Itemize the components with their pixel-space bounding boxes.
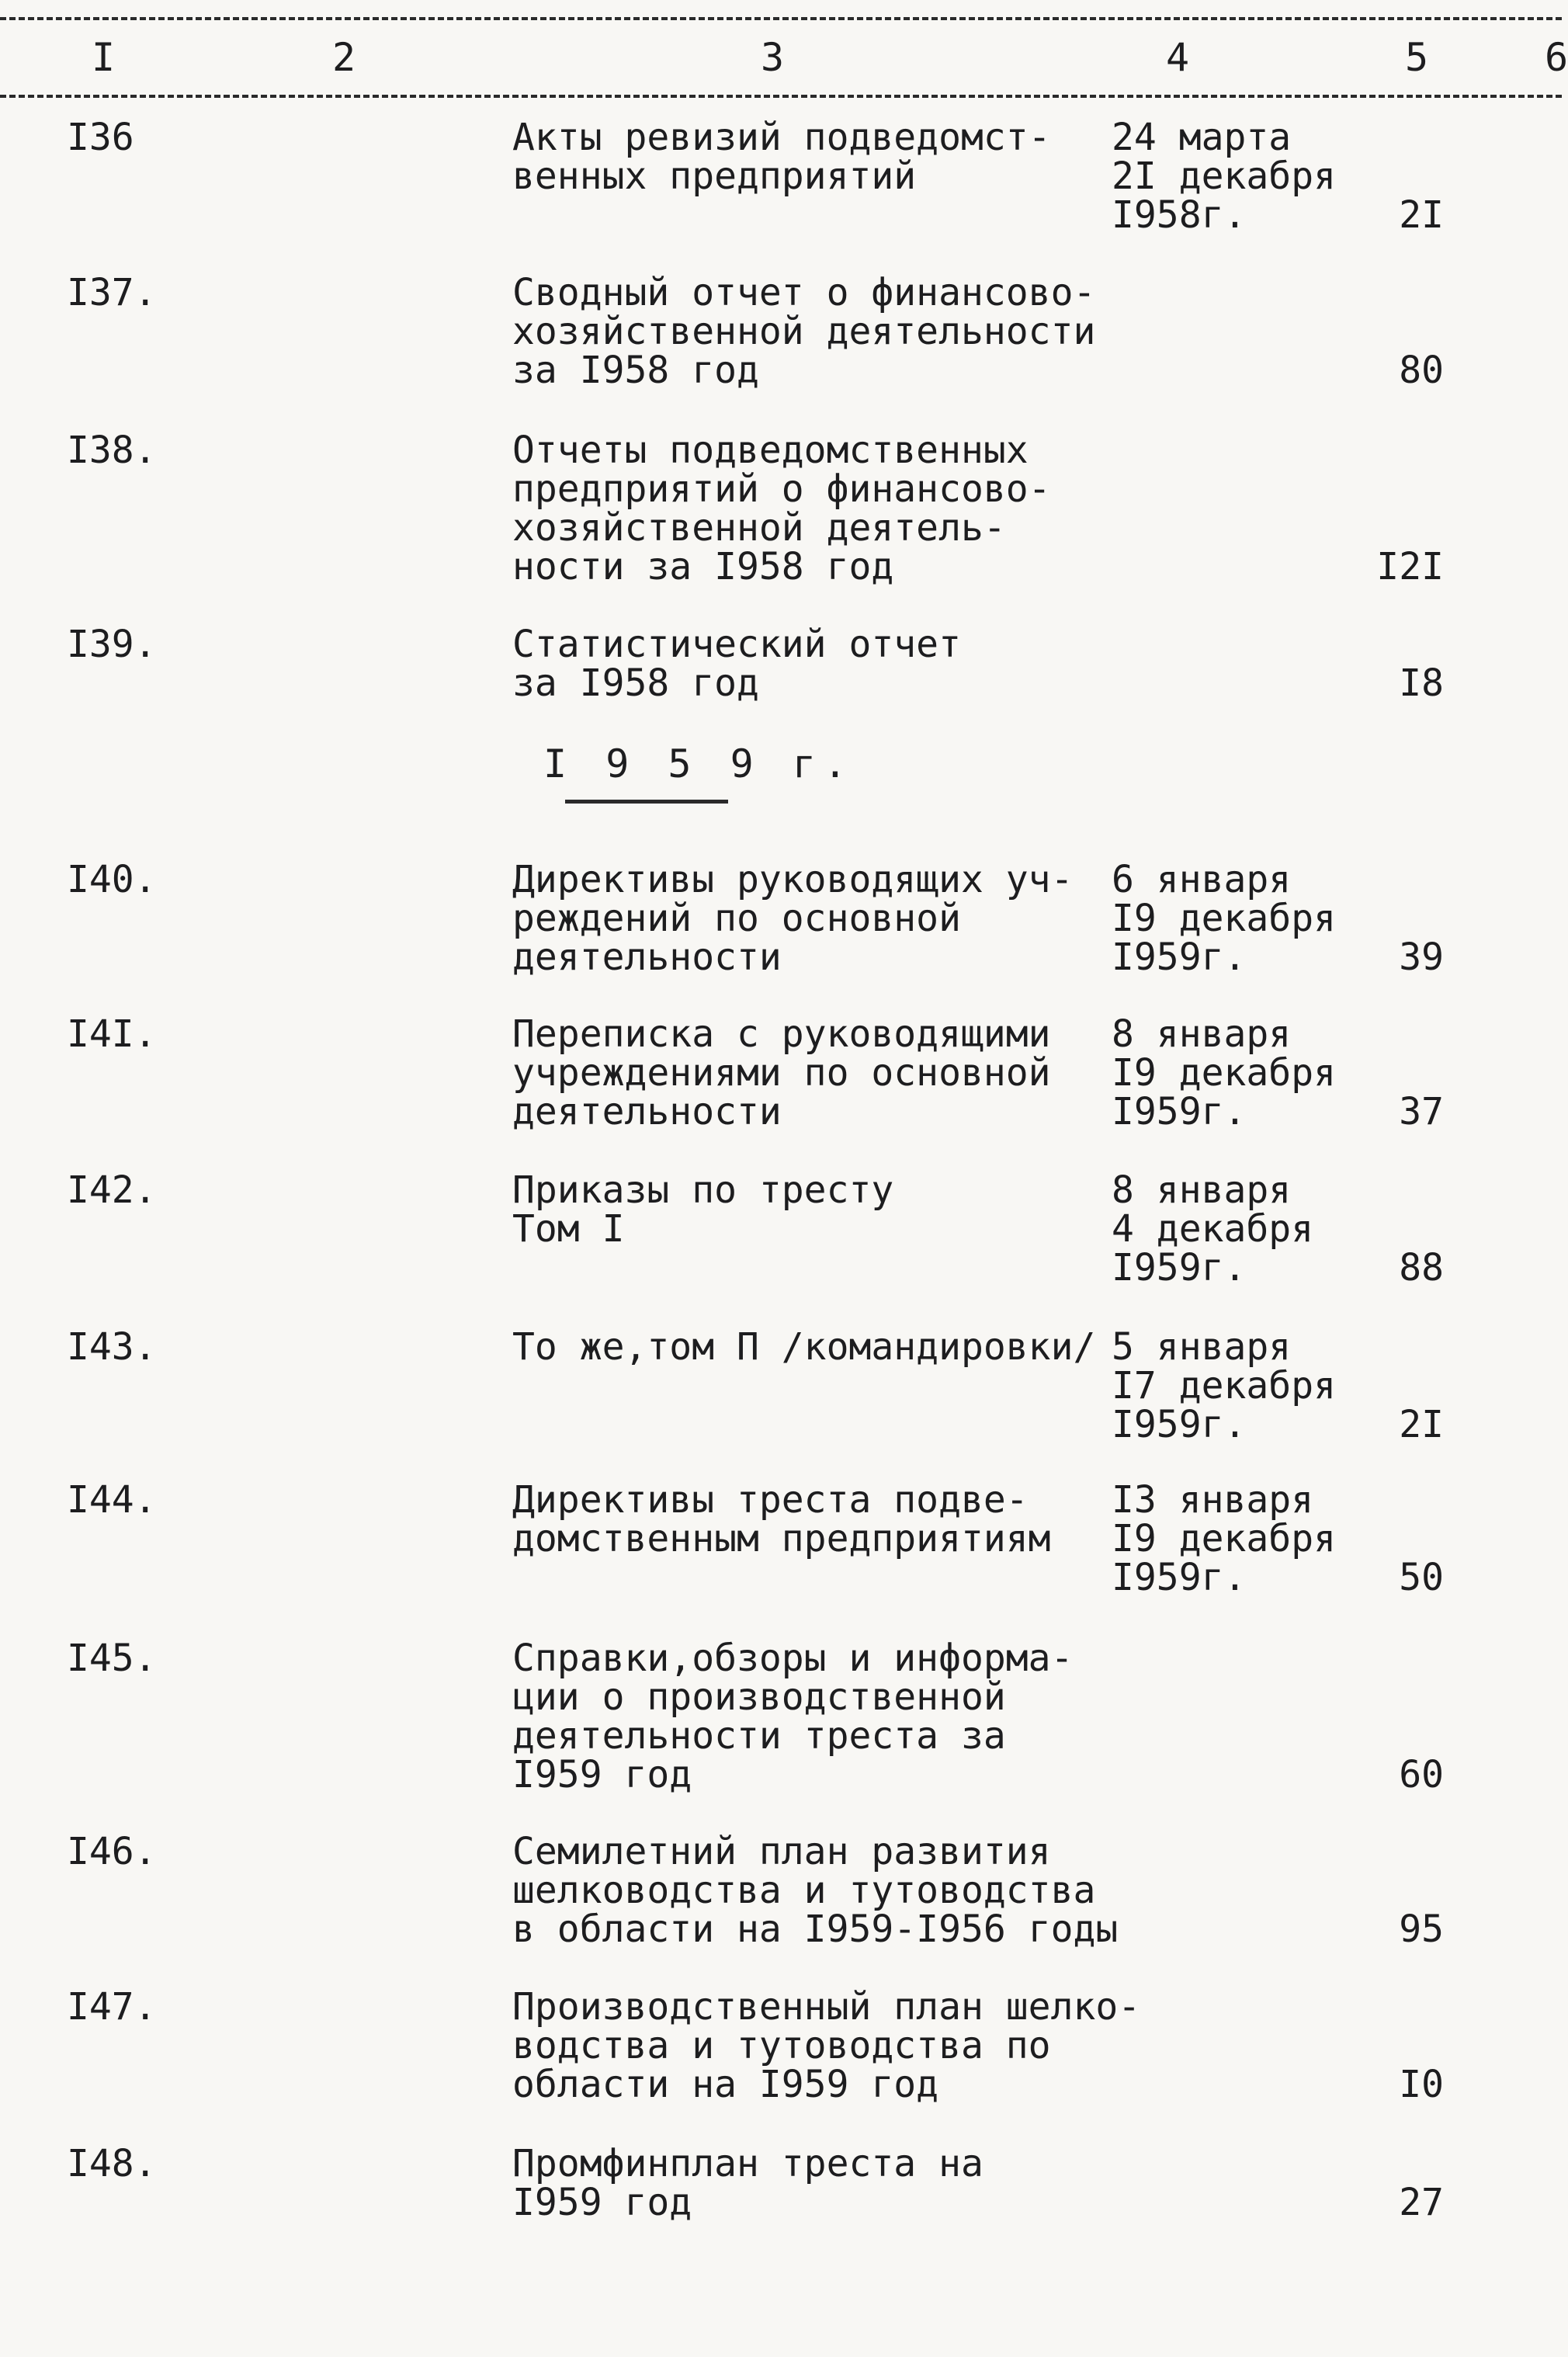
entry-title: Семилетний план развития шелководства и тутоводства в области на I959-I956 годы xyxy=(512,1830,1119,1951)
entry-number: I36 xyxy=(67,116,134,159)
entry-dates: 6 января I9 декабря I959г. xyxy=(1112,858,1336,979)
column-header-4: 4 xyxy=(1166,35,1190,80)
entry-number: I40. xyxy=(67,858,157,901)
column-header-1: I xyxy=(92,35,116,80)
year-underline xyxy=(565,800,728,804)
column-header-2: 2 xyxy=(332,35,356,80)
entry-title: Директивы треста подве- домственным предприятиям xyxy=(512,1478,1051,1560)
entry-title: Справки,обзоры и информа- ции о производственной деятельности треста за I959 год xyxy=(512,1637,1074,1796)
entry-dates: 8 января 4 декабря I959г. xyxy=(1112,1168,1314,1290)
column-header-5: 5 xyxy=(1405,35,1429,80)
entry-title: Директивы руководящих уч- реждений по основной деятельности xyxy=(512,858,1074,979)
entry-sheet-count: I8 xyxy=(1399,661,1444,705)
entry-title: Приказы по тресту Том I xyxy=(512,1168,894,1251)
header-rule xyxy=(0,95,1562,98)
entry-number: I44. xyxy=(67,1478,157,1522)
entry-sheet-count: 2I xyxy=(1399,1403,1444,1446)
entry-title: Промфинплан треста на I959 год xyxy=(512,2142,983,2224)
entry-number: I47. xyxy=(67,1985,157,2029)
entry-sheet-count: 39 xyxy=(1399,936,1444,979)
entry-sheet-count: 27 xyxy=(1399,2181,1444,2224)
entry-number: I43. xyxy=(67,1325,157,1369)
entry-title: То же,том П /командировки/ xyxy=(512,1325,1096,1369)
entry-number: I45. xyxy=(67,1637,157,1680)
entry-dates: 5 января I7 декабря I959г. xyxy=(1112,1325,1336,1446)
entry-title: Акты ревизий подведомст- венных предприятий xyxy=(512,116,1051,198)
entry-sheet-count: 88 xyxy=(1399,1246,1444,1290)
entry-sheet-count: I0 xyxy=(1399,2063,1444,2106)
entry-number: I37. xyxy=(67,271,157,314)
entry-sheet-count: 60 xyxy=(1399,1753,1444,1796)
entry-title: Отчеты подведомственных предприятий о финансово- хозяйственной деятель- ности за I958 год xyxy=(512,429,1051,588)
entry-number: I4I. xyxy=(67,1012,157,1056)
entry-title: Сводный отчет о финансово- хозяйственной деятельности за I958 год xyxy=(512,271,1096,392)
column-header-6: 6 xyxy=(1545,35,1568,80)
entry-title: Производственный план шелко- водства и тутоводства по области на I959 год xyxy=(512,1985,1141,2106)
year-heading: I 9 5 9 г. xyxy=(543,741,855,786)
entry-number: I46. xyxy=(67,1830,157,1873)
entry-sheet-count: 50 xyxy=(1399,1556,1444,1599)
entry-dates: 8 января I9 декабря I959г. xyxy=(1112,1012,1336,1133)
entry-sheet-count: 95 xyxy=(1399,1907,1444,1951)
entry-sheet-count: 80 xyxy=(1399,349,1444,392)
entry-dates: 24 марта 2I декабря I958г. xyxy=(1112,116,1336,237)
entry-number: I38. xyxy=(67,429,157,472)
entry-number: I39. xyxy=(67,623,157,666)
entry-number: I42. xyxy=(67,1168,157,1212)
entry-sheet-count: I2I xyxy=(1376,545,1444,588)
entry-sheet-count: 37 xyxy=(1399,1090,1444,1133)
entry-title: Статистический отчет за I958 год xyxy=(512,623,961,705)
column-header-3: 3 xyxy=(761,35,785,80)
entry-sheet-count: 2I xyxy=(1399,193,1444,237)
top-rule xyxy=(0,17,1562,20)
entry-title: Переписка с руководящими учреждениями по основной деятельности xyxy=(512,1012,1051,1133)
entry-number: I48. xyxy=(67,2142,157,2185)
entry-dates: I3 января I9 декабря I959г. xyxy=(1112,1478,1336,1599)
